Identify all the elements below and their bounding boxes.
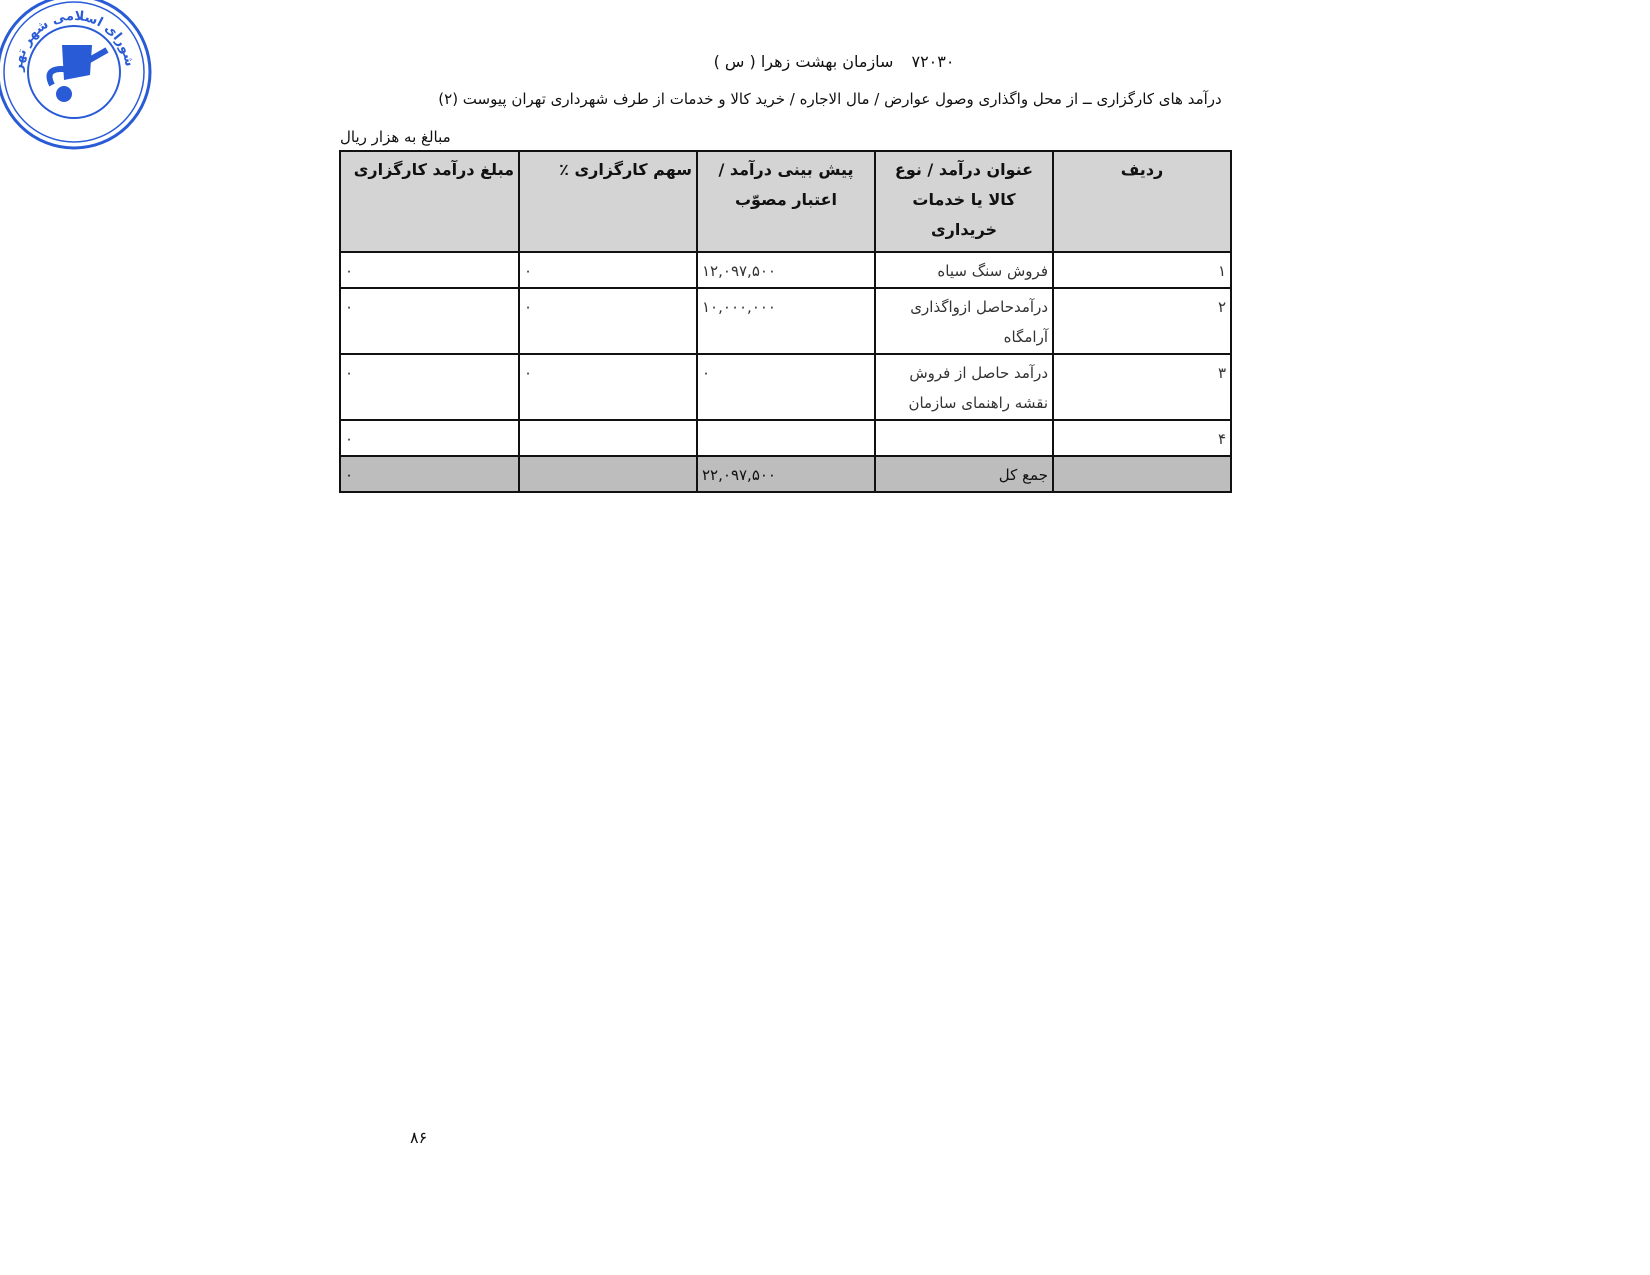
- row-share: [519, 420, 697, 456]
- council-approval-stamp: [0, 0, 157, 155]
- total-forecast: ۲۲,۰۹۷,۵۰۰: [697, 456, 875, 492]
- col-header-amount: مبلغ درآمد کارگزاری: [340, 151, 519, 252]
- row-number: ۲: [1053, 288, 1231, 354]
- row-number: ۳: [1053, 354, 1231, 420]
- table-row: [340, 420, 1231, 456]
- budget-code: ۷۲۰۳۰: [911, 52, 955, 71]
- row-title: [875, 420, 1053, 456]
- row-title: فروش سنگ سیاه: [875, 252, 1053, 288]
- document-subtitle: درآمد های کارگزاری ــ از محل واگذاری وصول عوارض / مال الاجاره / خرید کالا و خدمات از طرف شهرداری تهران پیوست (۲): [438, 90, 1222, 108]
- total-empty-cell: [1053, 456, 1231, 492]
- organization-name: سازمان بهشت زهرا ( س ): [713, 52, 894, 71]
- row-number: ۱: [1053, 252, 1231, 288]
- page-number: ۸۶: [410, 1128, 428, 1147]
- row-forecast: [697, 420, 875, 456]
- row-share: ۰: [519, 252, 697, 288]
- row-amount: ۰: [340, 354, 519, 420]
- row-share: ۰: [519, 288, 697, 354]
- total-label: جمع کل: [875, 456, 1053, 492]
- table-row: [340, 252, 1231, 288]
- row-forecast: ۱۰,۰۰۰,۰۰۰: [697, 288, 875, 354]
- row-share: ۰: [519, 354, 697, 420]
- row-title: درآمد حاصل از فروش نقشه راهنمای سازمان: [875, 354, 1053, 420]
- currency-unit-note: مبالغ به هزار ریال: [340, 128, 451, 146]
- col-header-row-number: ردیف: [1053, 151, 1231, 252]
- table-row: [340, 354, 1231, 420]
- row-number: ۴: [1053, 420, 1231, 456]
- stamp-text: شورای اسلامی شهر تهر: [10, 8, 137, 73]
- document-title: [0, 52, 1650, 71]
- row-amount: ۰: [340, 420, 519, 456]
- col-header-share: سهم کارگزاری ٪: [519, 151, 697, 252]
- total-row: [340, 456, 1231, 492]
- table-row: [340, 288, 1231, 354]
- row-forecast: ۰: [697, 354, 875, 420]
- total-amount: ۰: [340, 456, 519, 492]
- row-forecast: ۱۲,۰۹۷,۵۰۰: [697, 252, 875, 288]
- row-title: درآمدحاصل ازواگذاری آرامگاه: [875, 288, 1053, 354]
- revenue-table: [339, 150, 1232, 493]
- row-amount: ۰: [340, 252, 519, 288]
- col-header-forecast: پیش بینی درآمد / اعتبار مصوّب: [697, 151, 875, 252]
- col-header-title: عنوان درآمد / نوع کالا یا خدمات خریداری: [875, 151, 1053, 252]
- row-amount: ۰: [340, 288, 519, 354]
- table-header-row: [340, 151, 1231, 252]
- total-share-empty: [519, 456, 697, 492]
